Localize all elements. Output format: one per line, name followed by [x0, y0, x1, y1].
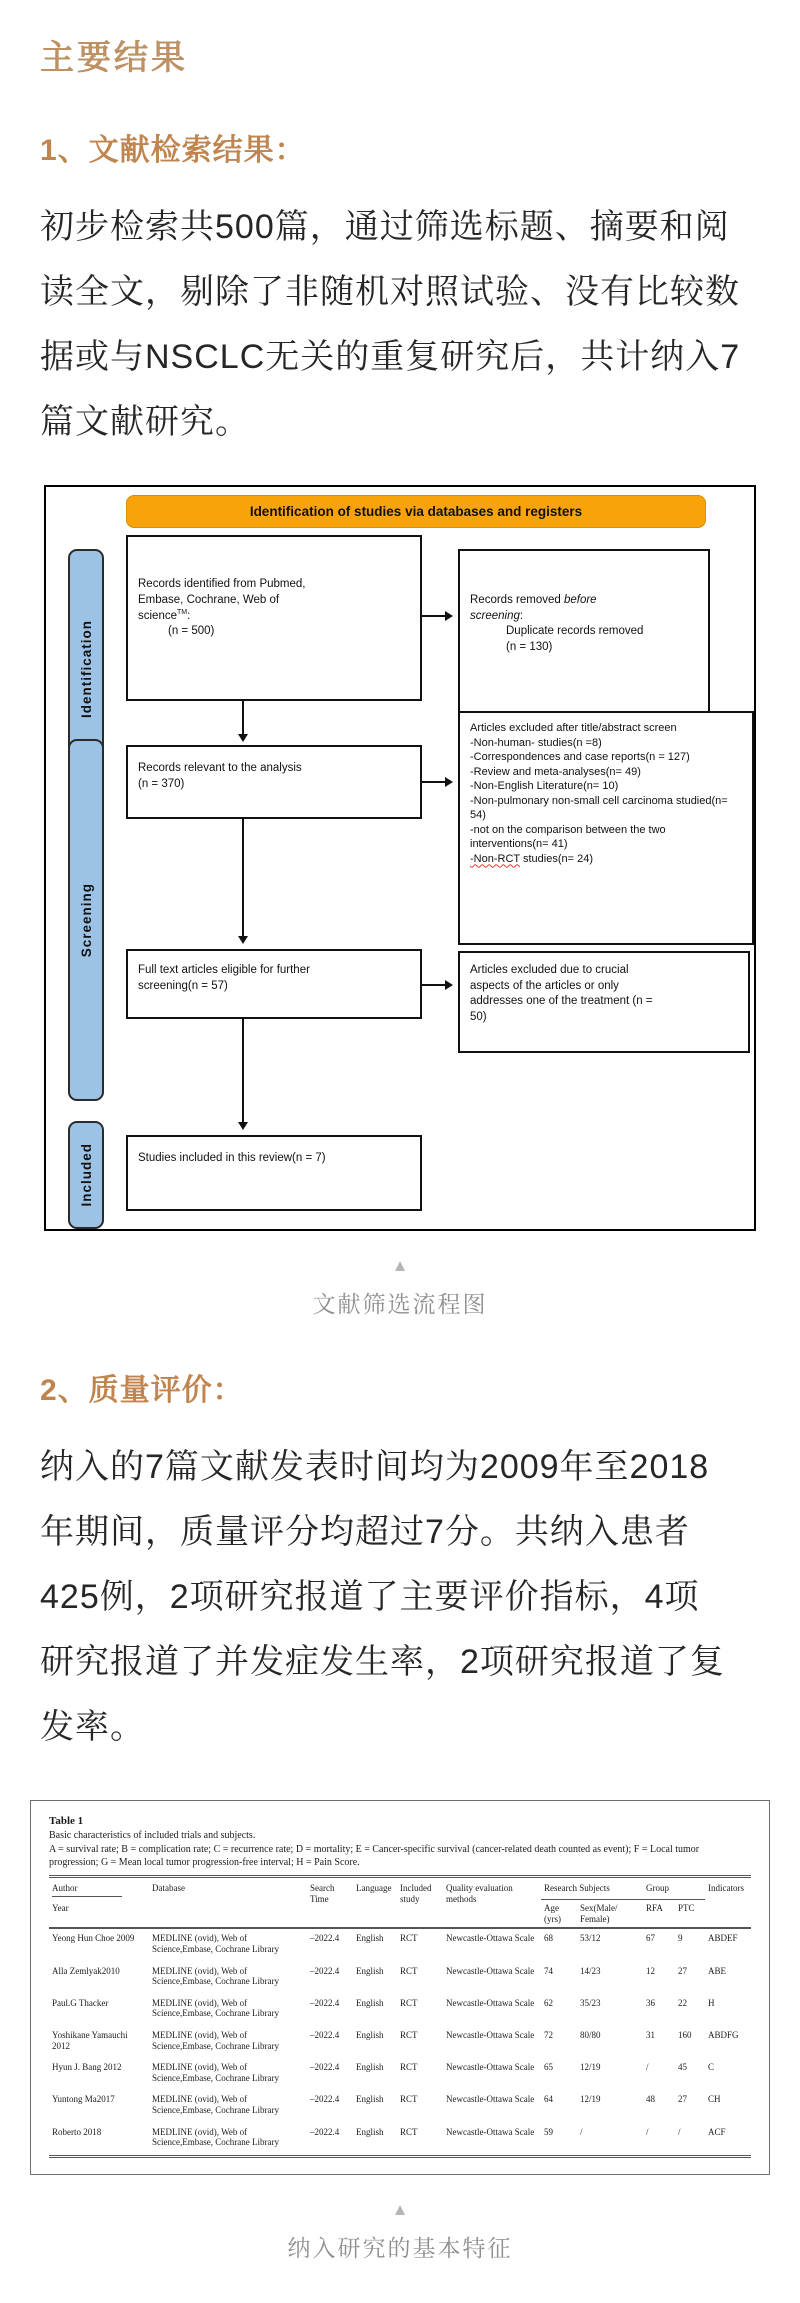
paragraph-line: 纳入的7篇文献发表时间均为2009年至2018	[40, 1448, 710, 1486]
cell-included: RCT	[400, 2094, 418, 2105]
paragraph-line: 读全文，剔除了非随机对照试验、没有比较数	[40, 273, 740, 311]
cell-rfa: /	[646, 2062, 649, 2073]
cell-language: English	[356, 2094, 384, 2105]
col-group-treatment: Group	[643, 1877, 705, 1900]
paragraph-line: 篇文献研究。	[40, 403, 250, 441]
records-identified-n: (n = 500)	[168, 625, 215, 638]
cell-database: MEDLINE (ovid), Web of Science,Embase, Cochrane Library	[152, 2062, 279, 2083]
records-relevant-text: Records relevant to the analysis	[138, 762, 302, 774]
cell-age: 74	[544, 1965, 553, 1976]
col-database: Database	[149, 1877, 307, 1929]
table-row	[49, 2026, 751, 2058]
cell-database: MEDLINE (ovid), Web of Science,Embase, Cochrane Library	[152, 1933, 279, 1954]
stage-label-identification: Identification	[68, 549, 104, 789]
col-indicators: Indicators	[705, 1877, 751, 1929]
duplicates-removed-text: Duplicate records removed	[506, 625, 644, 638]
cell-quality: Newcastle-Ottawa Scale	[446, 2062, 535, 2073]
cell-ptc: 27	[678, 1965, 688, 1976]
cell-rfa: 31	[646, 2029, 656, 2040]
cell-ptc: 160	[678, 2029, 692, 2040]
col-group-research-subjects: Research Subjects	[541, 1877, 643, 1900]
table-caption: 纳入研究的基本特征	[287, 2234, 513, 2261]
cell-included: RCT	[400, 2062, 418, 2073]
cell-search: –2022.4	[310, 2094, 340, 2105]
cell-age: 64	[544, 2094, 553, 2105]
col-quality: Quality evaluation methods	[443, 1877, 541, 1929]
col-included-study: Included study	[397, 1877, 443, 1929]
cell-author: Yeong Hun Choe 2009	[52, 1933, 135, 1944]
section-literature-search	[0, 125, 800, 1319]
cell-language: English	[356, 2029, 384, 2040]
flowchart-caption: 文献筛选流程图	[312, 1291, 488, 1317]
excluded-item: -Correspondences and case reports(n = 127)	[470, 751, 690, 764]
cell-author: Yuntong Ma2017	[52, 2094, 115, 2105]
cell-quality: Newcastle-Ottawa Scale	[446, 1997, 535, 2008]
page-title: 主要结果	[40, 40, 188, 77]
section1-paragraph	[40, 195, 760, 455]
excluded-item: -Review and meta-analyses(n= 49)	[470, 765, 641, 778]
col-ptc: PTC	[675, 1900, 705, 1929]
records-relevant-n: (n = 370)	[138, 777, 185, 790]
cell-quality: Newcastle-Ottawa Scale	[446, 1933, 535, 1944]
paragraph-line: 研究报道了并发症发生率，2项研究报道了复	[40, 1643, 725, 1681]
cell-sex: 12/19	[580, 2062, 601, 2073]
cell-database: MEDLINE (ovid), Web of Science,Embase, Cochrane Library	[152, 2029, 279, 2051]
cell-indicators: ACF	[705, 2123, 751, 2157]
cell-search: –2022.4	[310, 2029, 340, 2040]
cell-author: Yoshikane Yamauchi 2012	[52, 2029, 128, 2051]
right-arrow	[422, 781, 450, 783]
box-records-relevant	[126, 745, 422, 819]
cell-search: –2022.4	[307, 2123, 353, 2157]
cell-sex: 53/12	[580, 1933, 601, 1944]
prisma-flowchart	[44, 485, 756, 1231]
cell-language: English	[353, 2123, 397, 2157]
box-records-identified: Records identified from Pubmed, Embase, Cochrane, Web of science™: (n = 500)	[126, 535, 422, 701]
table-row	[49, 1994, 751, 2026]
paragraph-line: 发率。	[40, 1708, 145, 1746]
cell-author: Roberto 2018	[49, 2123, 149, 2157]
cell-rfa: 36	[646, 1997, 656, 2008]
paragraph-line: 425例，2项研究报道了主要评价指标，4项	[40, 1578, 700, 1616]
cell-indicators: ABDFG	[708, 2029, 739, 2040]
tm-superscript: TM	[177, 609, 188, 617]
flowchart-banner: Identification of studies via databases and registers	[126, 495, 706, 528]
col-year: Year	[49, 1900, 149, 1929]
cell-language: English	[356, 1965, 384, 1976]
cell-language: English	[356, 1933, 384, 1944]
cell-sex: 14/23	[580, 1965, 601, 1976]
box-excluded-crucial	[458, 951, 750, 1053]
cell-rfa: /	[643, 2123, 675, 2157]
cell-age: 72	[544, 2029, 553, 2040]
excluded-title: Articles excluded after title/abstract screen	[470, 722, 677, 734]
section-quality-evaluation	[0, 1365, 800, 2263]
cell-author: Paul.G Thacker	[52, 1997, 109, 2008]
cell-sex: /	[577, 2123, 643, 2157]
excluded-item: -not on the comparison between the two interventions(n= 41)	[470, 823, 666, 851]
col-language: Language	[353, 1877, 397, 1929]
cell-database: MEDLINE (ovid), Web of Science,Embase, Cochrane Library	[152, 1997, 279, 2019]
excluded-item: -Non-human- studies(n =8)	[470, 736, 602, 749]
excluded-crucial-text: Articles excluded due to crucial aspects of the articles or only addresses one of the treatment (n = 50)	[470, 964, 653, 1023]
cell-author: Alla Zemlyak2010	[52, 1965, 120, 1976]
cell-quality: Newcastle-Ottawa Scale	[446, 2029, 535, 2040]
cell-included: RCT	[400, 1997, 418, 2008]
prisma-flowchart-figure	[0, 485, 800, 1319]
paragraph-line: 据或与NSCLC无关的重复研究后，共计纳入7	[40, 338, 741, 376]
cell-database: MEDLINE (ovid), Web of Science,Embase, Cochrane Library	[152, 1965, 279, 1987]
cell-age: 68	[544, 1933, 553, 1944]
table-subtitle: Basic characteristics of included trials and subjects.	[49, 1830, 256, 1841]
table1-figure	[0, 1800, 800, 2263]
table-row	[49, 2123, 751, 2157]
records-identified-text: Records identified from Pubmed, Embase, Cochrane, Web of science	[138, 578, 306, 622]
cell-quality: Newcastle-Ottawa Scale	[446, 1965, 535, 1976]
cell-quality: Newcastle-Ottawa Scale	[443, 2123, 541, 2157]
cell-age: 65	[544, 2062, 553, 2073]
trials-table	[49, 1875, 751, 2158]
cell-rfa: 48	[646, 2094, 656, 2105]
table-title: Table 1	[49, 1815, 84, 1827]
col-sex: Sex(Male/ Female)	[577, 1900, 643, 1929]
collapse-triangle-icon: ▲	[391, 1256, 409, 1275]
cell-sex: 80/80	[580, 2029, 601, 2040]
box-studies-included	[126, 1135, 422, 1211]
paragraph-line: 初步检索共500篇，通过筛选标题、摘要和阅	[40, 208, 730, 246]
cell-sex: 12/19	[580, 2094, 601, 2105]
records-removed-text: Records removed	[470, 594, 564, 606]
before-screening-italic: before screening	[470, 594, 597, 622]
table-row	[49, 2090, 751, 2122]
table-note: A = survival rate; B = complication rate; C = recurrence rate; D = mortality; E = Cancer-specific survival (cancer-related death counted as event); F = Local tumor progression; G = Mean local tumor progression-free interval; H = Pain Score.	[49, 1844, 700, 1868]
cell-language: English	[356, 1997, 384, 2008]
cell-age: 59	[541, 2123, 577, 2157]
paragraph-line: 年期间，质量评分均超过7分。共纳入患者	[40, 1513, 690, 1551]
table-row	[49, 1928, 751, 1961]
cell-indicators: ABE	[708, 1965, 727, 1976]
section2-paragraph	[40, 1435, 760, 1760]
table-row	[49, 2058, 751, 2090]
down-arrow	[242, 1019, 244, 1127]
cell-included: RCT	[400, 2029, 418, 2040]
cell-search: –2022.4	[310, 1965, 340, 1976]
non-rct-spellchecked: -Non-RCT	[470, 852, 520, 865]
section2-heading: 2、质量评价：	[40, 1374, 244, 1407]
duplicates-removed-n: (n = 130)	[506, 640, 553, 653]
down-arrow	[242, 701, 244, 739]
cell-ptc: 45	[678, 2062, 688, 2073]
stage-label-screening: Screening	[68, 739, 104, 1101]
article-page	[0, 30, 800, 2303]
cell-search: –2022.4	[310, 1933, 340, 1944]
cell-age: 62	[544, 1997, 553, 2008]
cell-indicators: C	[708, 2062, 715, 2073]
table-row	[49, 1962, 751, 1994]
box-fulltext-eligible	[126, 949, 422, 1019]
cell-indicators: ABDEF	[708, 1933, 738, 1944]
col-search-time: Search Time	[307, 1877, 353, 1929]
down-arrow	[242, 819, 244, 941]
studies-included-text: Studies included in this review(n = 7)	[138, 1152, 326, 1164]
cell-search: –2022.4	[310, 2062, 340, 2073]
cell-rfa: 67	[646, 1933, 656, 1944]
fulltext-text: Full text articles eligible for further screening(n = 57)	[138, 964, 310, 992]
cell-search: –2022.4	[310, 1997, 340, 2008]
collapse-triangle-icon: ▲	[391, 2199, 409, 2219]
box-excluded-title-abstract	[458, 711, 754, 945]
col-rfa: RFA	[643, 1900, 675, 1929]
right-arrow	[422, 615, 450, 617]
table1-image	[30, 1800, 770, 2175]
section1-heading: 1、文献检索结果：	[40, 134, 306, 167]
cell-quality: Newcastle-Ottawa Scale	[446, 2094, 535, 2105]
col-age: Age (yrs)	[541, 1900, 577, 1929]
right-arrow	[422, 984, 450, 986]
cell-included: RCT	[397, 2123, 443, 2157]
cell-author: Hyun J. Bang 2012	[52, 2062, 122, 2073]
excluded-item: -Non-pulmonary non-small cell carcinoma studied(n= 54)	[470, 794, 728, 822]
excluded-item: -Non-English Literature(n= 10)	[470, 780, 619, 793]
col-author: Author	[49, 1877, 149, 1900]
cell-rfa: 12	[646, 1965, 656, 1976]
excluded-item: -Non-RCT studies(n= 24)	[470, 852, 593, 865]
stage-label-included: Included	[68, 1121, 104, 1229]
cell-ptc: 27	[678, 2094, 688, 2105]
cell-database: MEDLINE (ovid), Web of Science,Embase, Cochrane Library	[152, 2094, 279, 2116]
cell-language: English	[356, 2062, 384, 2073]
box-records-removed: Records removed before screening: Duplicate records removed (n = 130)	[458, 549, 710, 715]
cell-ptc: /	[675, 2123, 705, 2157]
cell-database: MEDLINE (ovid), Web of Science,Embase, Cochrane Library	[149, 2123, 307, 2157]
cell-ptc: 9	[678, 1933, 683, 1944]
cell-indicators: H	[708, 1997, 715, 2008]
cell-sex: 35/23	[580, 1997, 601, 2008]
cell-included: RCT	[400, 1965, 418, 1976]
cell-ptc: 22	[678, 1997, 688, 2008]
cell-included: RCT	[400, 1933, 418, 1944]
cell-indicators: CH	[708, 2094, 721, 2105]
